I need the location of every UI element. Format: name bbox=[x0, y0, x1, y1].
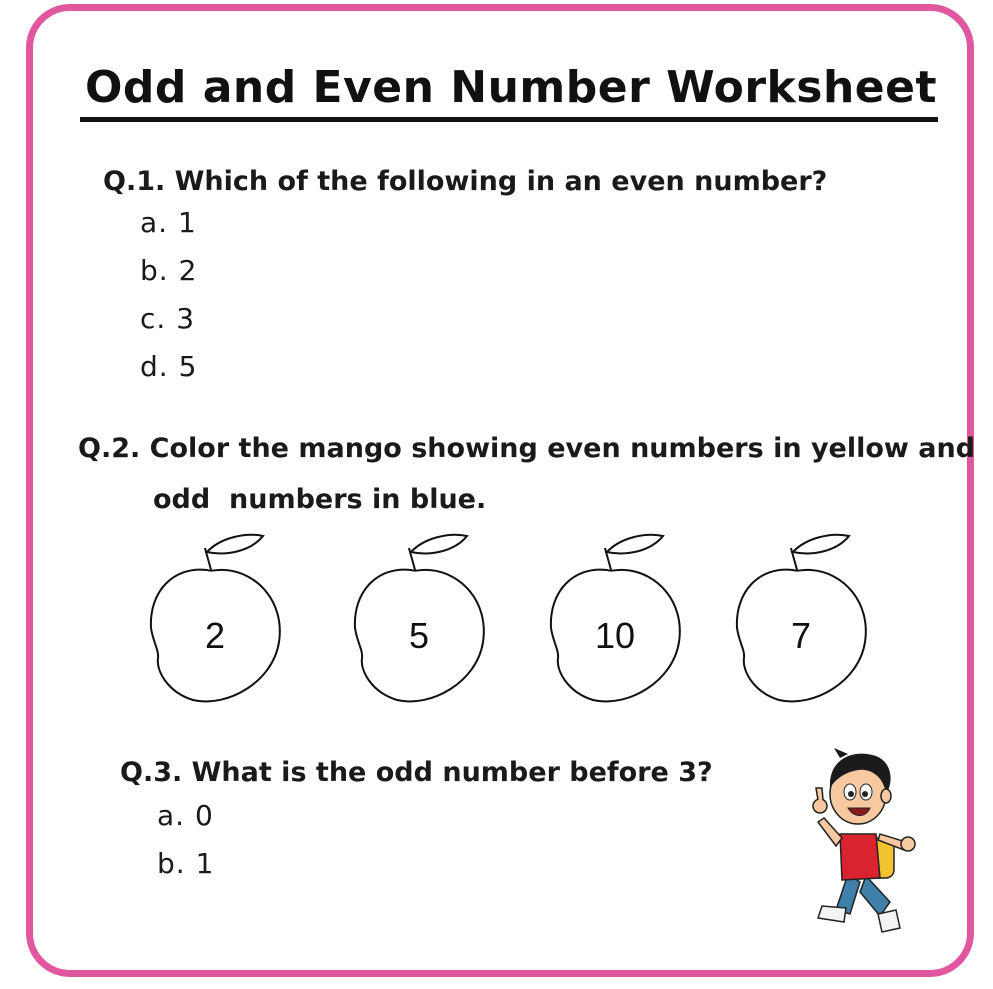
mango-number: 7 bbox=[790, 615, 812, 656]
mango-3 bbox=[545, 530, 685, 710]
question-1: Q.1. Which of the following in an even number? bbox=[103, 166, 828, 197]
mango-number: 10 bbox=[594, 615, 636, 656]
title-underline bbox=[80, 117, 938, 122]
mango-number: 2 bbox=[204, 615, 226, 656]
mango-2 bbox=[349, 530, 489, 710]
cartoon-boy-icon bbox=[800, 742, 930, 942]
mango-4 bbox=[731, 530, 871, 710]
mango-number: 5 bbox=[408, 615, 430, 656]
q1-option-d: d. 5 bbox=[140, 350, 198, 383]
q3-option-a: a. 0 bbox=[157, 799, 214, 832]
q1-option-c: c. 3 bbox=[140, 302, 196, 335]
q3-option-b: b. 1 bbox=[157, 847, 215, 880]
question-2-line-1: Q.2. Color the mango showing even numbers in yellow and bbox=[78, 433, 976, 464]
question-3: Q.3. What is the odd number before 3? bbox=[120, 757, 713, 788]
q1-option-a: a. 1 bbox=[140, 206, 197, 239]
mango-1 bbox=[145, 530, 285, 710]
q1-option-b: b. 2 bbox=[140, 254, 198, 287]
worksheet-title: Odd and Even Number Worksheet bbox=[85, 62, 938, 113]
question-2-line-2: odd numbers in blue. bbox=[153, 484, 487, 515]
